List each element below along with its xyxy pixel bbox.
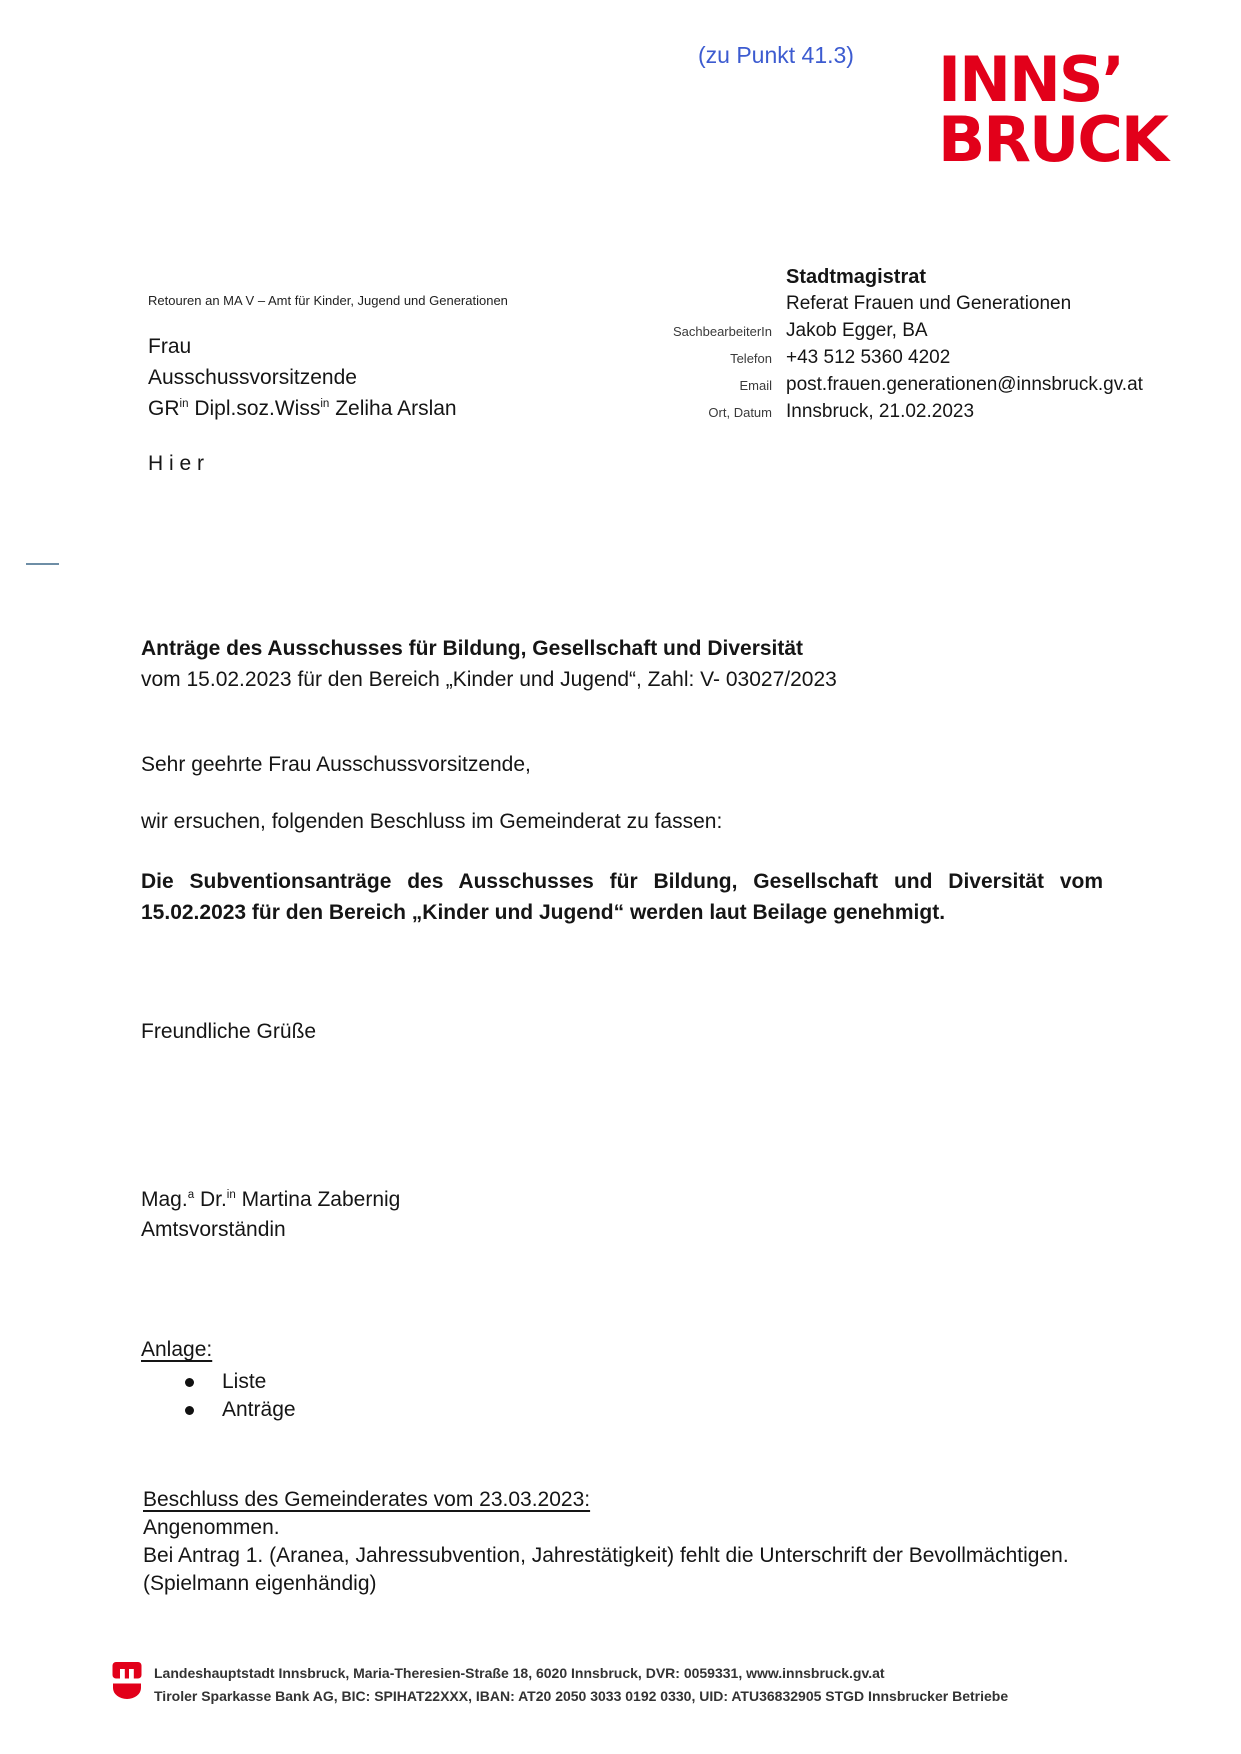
footer-line-1: Landeshauptstadt Innsbruck, Maria-Theresien-Straße 18, 6020 Innsbruck, DVR: 0059331, www.innsbruck.gv.at <box>154 1665 885 1681</box>
contact-value-sachbearbeiter: Jakob Egger, BA <box>786 320 928 341</box>
contact-label-telefon: Telefon <box>730 351 772 366</box>
bullet-icon <box>185 1378 194 1387</box>
logo-line-2: BRUCK <box>938 103 1167 176</box>
signatory-name-superscript: in <box>226 1189 236 1201</box>
contact-row <box>600 401 1143 428</box>
contact-row <box>600 293 1143 320</box>
signatory-name-part: Mag. <box>141 1188 188 1211</box>
attachment-label: Liste <box>222 1370 267 1393</box>
closing-line: Freundliche Grüße <box>141 1020 317 1043</box>
greeting-line: Sehr geehrte Frau Ausschussvorsitzende, <box>141 753 531 776</box>
fold-mark-line <box>26 563 59 565</box>
sender-department: Referat Frauen und Generationen <box>786 293 1072 314</box>
signatory-name <box>141 1185 400 1215</box>
list-item <box>141 1368 296 1396</box>
signatory-name-part: Martina Zabernig <box>235 1188 401 1211</box>
contact-label-email: Email <box>739 378 772 393</box>
recipient-address <box>148 331 457 424</box>
contact-value-email: post.frauen.generationen@innsbruck.gv.at <box>786 374 1143 395</box>
resolution-paragraph: Die Subventionsanträge des Ausschusses für Bildung, Gesellschaft und Diversität vom 15.02.2023 für den Bereich „Kinder und Jugend“ werden laut Beilage genehmigt. <box>141 870 1103 924</box>
decision-line: Angenommen. <box>143 1516 280 1539</box>
list-item <box>141 1396 296 1424</box>
recipient-name-part: GR <box>148 397 180 420</box>
contact-value-telefon: +43 512 5360 4202 <box>786 347 951 368</box>
recipient-role: Ausschussvorsitzende <box>148 366 357 389</box>
footer-text <box>154 1662 1008 1708</box>
decision-line: Bei Antrag 1. (Aranea, Jahressubvention, Jahrestätigkeit) fehlt die Unterschrift der Bevollmächtigen. <box>143 1544 1069 1567</box>
attachments-heading: Anlage: <box>141 1338 213 1361</box>
contact-row <box>600 374 1143 401</box>
bullet-icon <box>185 1406 194 1415</box>
innsbruck-coat-of-arms-icon <box>112 1662 142 1700</box>
footer-line-2: Tiroler Sparkasse Bank AG, BIC: SPIHAT22XXX, IBAN: AT20 2050 3033 0192 0330, UID: ATU36832905 STGD Innsbrucker Betriebe <box>154 1688 1009 1704</box>
recipient-name-superscript: in <box>179 398 189 410</box>
subject-line-2: vom 15.02.2023 für den Bereich „Kinder und Jugend“, Zahl: V- 03027/2023 <box>141 668 837 691</box>
recipient-name <box>148 393 457 424</box>
signatory-title: Amtsvorständin <box>141 1218 286 1241</box>
contact-label-ort-datum: Ort, Datum <box>708 405 772 420</box>
contact-row <box>600 347 1143 374</box>
request-line: wir ersuchen, folgenden Beschluss im Gemeinderat zu fassen: <box>141 810 723 833</box>
innsbruck-logo <box>938 43 1167 176</box>
contact-value-ort-datum: Innsbruck, 21.02.2023 <box>786 401 975 422</box>
signatory-name-superscript: a <box>187 1189 195 1201</box>
recipient-name-part: Dipl.soz.Wiss <box>188 397 321 420</box>
contact-row <box>600 266 1143 293</box>
logo-line-1: INNS’ <box>938 43 1124 116</box>
subject-line-1: Anträge des Ausschusses für Bildung, Gesellschaft und Diversität <box>141 637 804 660</box>
signature-block <box>141 1185 400 1245</box>
sender-contact-block <box>600 266 1143 428</box>
council-decision-section <box>143 1486 1105 1598</box>
recipient-salutation: Frau <box>148 335 192 358</box>
decision-line: (Spielmann eigenhändig) <box>143 1572 377 1595</box>
attachments-section <box>141 1338 296 1424</box>
decision-heading: Beschluss des Gemeinderates vom 23.03.2023: <box>143 1488 591 1511</box>
footer <box>112 1662 1008 1708</box>
signatory-name-part: Dr. <box>194 1188 227 1211</box>
attachment-label: Anträge <box>222 1398 296 1421</box>
agenda-reference: (zu Punkt 41.3) <box>698 42 854 68</box>
sender-office: Stadtmagistrat <box>786 266 927 288</box>
recipient-name-part: Zeliha Arslan <box>329 397 457 420</box>
return-address-note: Retouren an MA V – Amt für Kinder, Jugend und Generationen <box>148 293 508 308</box>
recipient-city: H i e r <box>148 452 205 475</box>
subject-block <box>141 633 1091 695</box>
contact-row <box>600 320 1143 347</box>
contact-label-sachbearbeiter: SachbearbeiterIn <box>672 324 772 339</box>
recipient-name-superscript: in <box>320 398 330 410</box>
